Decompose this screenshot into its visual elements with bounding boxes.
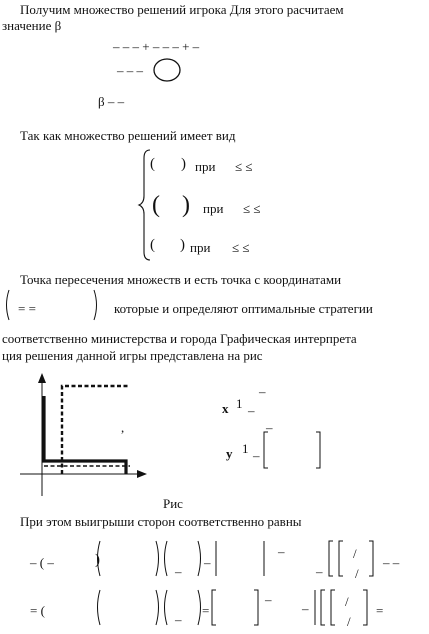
case3-lparen: (	[150, 237, 155, 253]
case3-word: при	[190, 240, 211, 255]
case2-word: при	[203, 201, 224, 216]
y-eq-bracket-right	[316, 432, 320, 468]
set-line-solid	[44, 396, 126, 474]
figure-tick: ,	[121, 420, 125, 435]
case3-ops: ≤ ≤	[232, 240, 250, 255]
case1-ops: ≤ ≤	[235, 159, 253, 174]
eq2-paren-2r	[198, 590, 201, 625]
system-brace	[139, 150, 150, 260]
eq1-bracket-r	[369, 541, 373, 576]
para1-line2: значение β	[2, 18, 62, 33]
y-axis-arrow	[38, 373, 46, 383]
x-axis-arrow	[137, 470, 147, 478]
eq-x-top: –	[259, 384, 266, 399]
figure-caption: Рис	[163, 496, 183, 511]
eq2-bracket-1r	[254, 590, 258, 625]
case2-lparen: (	[152, 192, 160, 218]
eq2-a: = (	[30, 603, 45, 618]
eq-y-top: –	[266, 420, 273, 435]
para3-line3: соответственно министерства и города Графическая интерпрета	[2, 331, 357, 346]
eq2-g: /	[347, 614, 351, 629]
case2-ops: ≤ ≤	[243, 201, 261, 216]
eq2-bracket-1l	[212, 590, 216, 625]
eq1-paren-1r	[156, 541, 159, 576]
eq2-c: =	[202, 603, 210, 618]
eq1-e: –	[278, 544, 285, 559]
para3-line1: Точка пересечения множеств и есть точка с координатами	[20, 272, 342, 287]
para3-coords: = =	[18, 301, 36, 316]
eq1-c: –	[175, 564, 182, 579]
eq-y-sup: 1	[242, 441, 249, 456]
y-eq-bracket-left	[264, 432, 268, 468]
case3-rparen: )	[180, 237, 185, 253]
eq2-bracket-2l	[321, 590, 325, 625]
para2-line1: Так как множество решений имеет вид	[20, 128, 236, 143]
para3-line2-tail: которые и определяют оптимальные стратегии	[114, 301, 373, 316]
eq2-paren-2l	[165, 590, 168, 625]
para1-signs-row2: – – –	[117, 63, 143, 78]
eq-y-var: y	[226, 446, 233, 461]
eq-x-sup: 1	[236, 396, 243, 411]
case1-lparen: (	[150, 156, 155, 172]
eq2-h: =	[376, 603, 384, 618]
eq2-paren-1r	[156, 590, 159, 625]
eq-y-sign: –	[253, 448, 260, 463]
para3-line4: ция решения данной игры представлена на рис	[2, 348, 263, 363]
formula-circle	[154, 59, 180, 81]
eq2-paren-1l	[98, 590, 101, 625]
eq1-d: –	[204, 555, 211, 570]
case1-word: при	[195, 159, 216, 174]
eq2-b: –	[175, 612, 182, 627]
eq1-bracket-l	[339, 541, 343, 576]
coords-bracket-left	[7, 290, 10, 320]
eq1-bracket-l2	[329, 541, 333, 576]
strategy-graph	[20, 373, 147, 496]
para1-beta-line: β – –	[98, 94, 125, 109]
eq1-h: /	[355, 566, 359, 581]
eq2-f: /	[345, 594, 349, 609]
para4-line1: При этом выигрыши сторон соответственно равны	[20, 514, 302, 529]
eq2-d: –	[265, 592, 272, 607]
eq1-paren-1l	[98, 541, 101, 576]
eq2-bracket-2r	[363, 590, 367, 625]
eq-x-sign: –	[248, 403, 255, 418]
para1-line1: Получим множество решений игрока Для этого расчитаем	[20, 2, 344, 17]
eq1-i: – –	[383, 555, 400, 570]
eq1-a: – ( –	[30, 555, 54, 570]
eq2-bracket-3l	[331, 590, 335, 625]
case1-rparen: )	[181, 156, 186, 172]
eq1-f: –	[316, 564, 323, 579]
eq1-paren-2l	[165, 541, 168, 576]
eq1-paren-2r	[198, 541, 201, 576]
eq-x-var: x	[222, 401, 229, 416]
case2-rparen: )	[182, 192, 190, 218]
eq1-b: )	[95, 552, 100, 568]
eq1-g: /	[353, 546, 357, 561]
coords-bracket-right	[94, 290, 97, 320]
eq2-e: –	[302, 601, 309, 616]
para1-signs-row1: – – – + – – – + –	[113, 39, 200, 54]
